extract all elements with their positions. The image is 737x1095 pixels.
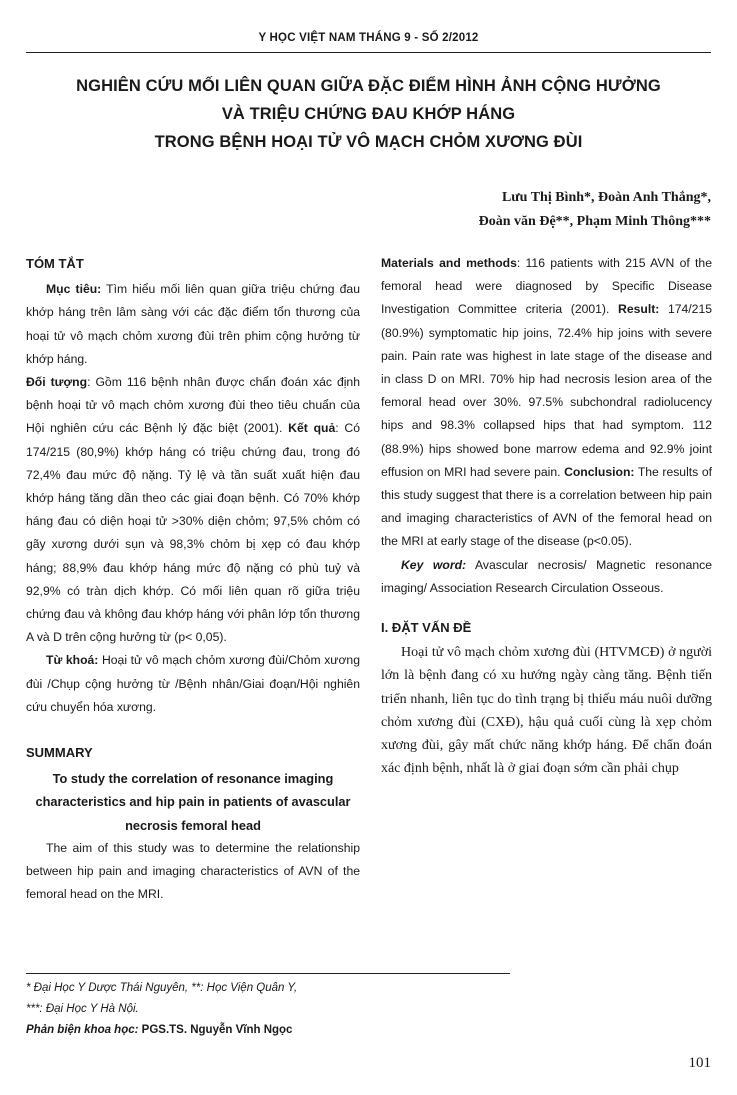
title-line-1: NGHIÊN CỨU MỐI LIÊN QUAN GIỮA ĐẶC ĐIỂM HÌNH ẢNH CỘNG HƯỞNG [76,77,661,95]
abstract-keywords [26,649,360,719]
summary-subtitle: To study the correlation of resonance imaging characteristics and hip pain in patients of avascular necrosis femoral head [35,771,351,833]
objective-text: Tìm hiểu mối liên quan giữa triệu chứng đau khớp háng trên lâm sàng với các đặc điểm tổn thương của hoại tử vô mạch chỏm xương đùi trên phim cộng hưởng từ khớp háng. [26,282,360,366]
keywords-label: Từ khoá: [46,653,99,668]
author-list [479,186,711,234]
result-label: Result: [618,302,660,317]
journal-header: Y HỌC VIỆT NAM THÁNG 9 - SỐ 2/2012 [258,32,479,44]
keywords-text: Hoại tử vô mạch chỏm xương đùi/Chỏm xương đùi /Chụp cộng hưởng từ /Bệnh nhân/Giai đoạn/Hội nghiên cứu chuyển hóa xương. [26,653,360,714]
section-1-heading: I. ĐẶT VẤN ĐỀ [381,620,472,636]
title-line-2: VÀ TRIỆU CHỨNG ĐAU KHỚP HÁNG [221,105,516,123]
summary-intro: The aim of this study was to determine the relationship between hip pain and imaging characteristics of AVN of the femoral head on the MRI. [26,840,360,902]
article-title [30,72,707,156]
objective-label: Mục tiêu: [46,282,102,297]
subjects-label: Đối tượng [26,375,88,390]
section-1-text: Hoại tử vô mạch chỏm xương đùi (HTVMCĐ) ở người lớn là bệnh đang có xu hướng ngày càng tăng. Bệnh tiến triển nhanh, liên tục do tình trạng bị thiếu máu nuôi dưỡng chỏm xương đùi (CXĐ), hậu quả cuối cùng là xẹp chỏm xương đùi, gây mất chức năng khớp háng. Để chẩn đoán xác định bệnh, nhất là ở giai đoạn sớm cần phải chụp [381,645,712,777]
summary-keywords [381,554,712,600]
section-gap [26,719,360,741]
methods-text: : 116 patients with 215 AVN of the femoral head were diagnosed by Specific Disease Investigation Committee criteria (2001). [381,256,712,317]
conclusion-text: The results of this study suggest that there is a correlation between hip pain and imaging characteristics of AVN of the femoral head on the MRI at early stage of the disease (p<0.05). [381,464,712,549]
left-column [26,252,360,906]
conclusion-label: Conclusion: [564,464,635,479]
summary-keywords-text: Avascular necrosis/ Magnetic resonance imaging/ Association Research Circulation Osseous. [381,557,712,595]
right-column [381,252,712,780]
abstract-subjects [26,371,360,649]
reviewer-name: PGS.TS. Nguyễn Vĩnh Ngọc [141,1024,293,1036]
results-text: : Có 174/215 (80,9%) khớp háng có triệu chứng đau, trong đó 72,4% đau mức độ nặng. Tỷ lệ và tần suất xuất hiện đau khớp háng tăng dần theo các giai đoạn bệnh. Có 70% khớp háng đau có diện hoại tử >30% diện chỏm; 97,5% chỏm có gãy xương dưới sụn và 98,3% chỏm bị xẹp có đau khớp háng; 88,9% đau khớp háng mức độ nặng có phù tuỷ và 92,9% có tràn dịch khớp. Có mối liên quan rõ giữa triệu chứng đau và không đau khớp háng với phân lớp tổn thương A và D trên cộng hưởng từ (p< 0,05). [26,421,360,645]
methods-label: Materials and methods [381,256,517,270]
result-text: 174/215 (80.9%) symptomatic hip joins, 72.4% hip joins with severe pain. Pain rate was highest in late stage of the disease and in class D on MRI. 70% hip had necrosis lesion area of the femoral head over 30%. 97.5% subchondral radiolucency hips and 98.3% collapsed hips that had symptom. 112 (88.9%) hips showed bone marrow edema and 92.9% joint effusion on MRI had severe pain. [381,302,712,479]
abstract-objective [26,278,360,371]
results-label: Kết quả [288,421,336,436]
footnotes [26,978,626,1041]
page-number: 101 [688,1055,711,1071]
summary-heading: SUMMARY [26,745,93,761]
reviewer-label: Phản biện khoa học: [26,1024,142,1036]
title-line-3: TRONG BỆNH HOẠI TỬ VÔ MẠCH CHỎM XƯƠNG ĐÙI [154,133,583,151]
subjects-text: : Gồm 116 bệnh nhân được chẩn đoán xác định bệnh hoại tử vô mạch chỏm xương đùi theo tiêu chuẩn của Hội nghiên cứu các Bệnh lý đặc biệt (2001). [26,375,360,436]
authors-line-1: Lưu Thị Bình*, Đoàn Anh Thắng*, [501,190,711,205]
footnote-divider [26,973,510,974]
abstract-vn-heading: TÓM TẮT [26,256,84,271]
footnote-affiliation-2: ***: Đại Học Y Hà Nội. [26,1003,139,1015]
summary-methods [381,252,712,554]
footnote-reviewer [26,1020,626,1041]
summary-keywords-label: Key word: [401,557,467,572]
authors-line-2: Đoàn văn Đệ**, Phạm Minh Thông*** [478,214,711,229]
header-divider [26,52,711,53]
footnote-affiliation-1: * Đại Học Y Dược Thái Nguyên, **: Học Viện Quân Y, [26,982,298,994]
